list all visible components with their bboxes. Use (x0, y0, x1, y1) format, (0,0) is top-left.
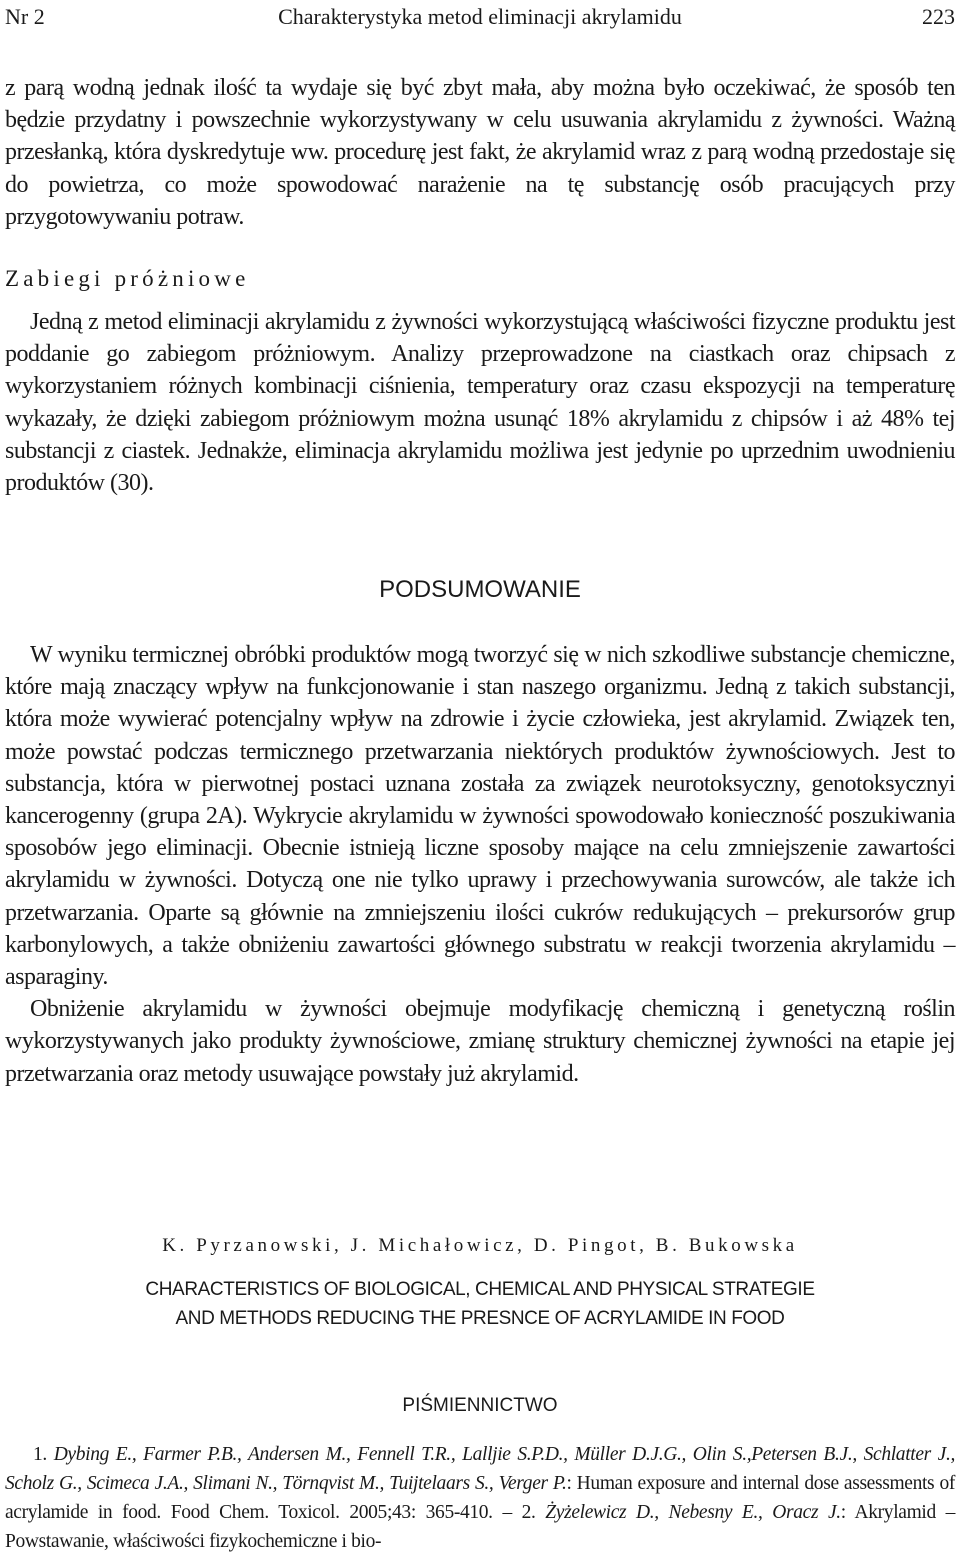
issue-number: Nr 2 (5, 4, 45, 29)
english-title (0, 1275, 960, 1333)
subsection-heading: Zabiegi próżniowe (5, 266, 250, 291)
paragraph-steam-distillation (5, 72, 955, 233)
body-paragraph: Obniżenie akrylamidu w żywności obejmuje modyfikację chemiczną i genetyczną roślin wykorzystywanych jako produkty żywnościowe, zmianę struktury chemicznej żywności na etapie jej przetwarzania oraz metody usuwające powstały już akrylamid. (5, 996, 955, 1087)
reference-authors: Żyżelewicz D., Nebesny E., Oracz J. (545, 1502, 841, 1523)
authors-line: K. Pyrzanowski, J. Michałowicz, D. Pingot, B. Bukowska (162, 1235, 798, 1256)
reference-details: : Human exposure and internal dose assessments of acrylamide in food. Food Chem. Toxicol. 2005;43: 365-410. (5, 1473, 955, 1523)
body-paragraph: Jedną z metod eliminacji akrylamidu z żywności wykorzystującą właściwości fizyczne produktu jest poddanie go zabiegom próżniowym. Analizy przeprowadzone na ciastkach oraz chipsach z wykorzystaniem różnych kombinacji ciśnienia, temperatury oraz czasu ekspozycji na temperaturę wykazały, że dzięki zabiegom próżniowym można usunąć 18% akrylamidu z chipsów i aż 48% tej substancji z ciastek. Jednakże, eliminacja akrylamidu możliwa jest jedynie po uprzednim uwodnieniu produktów (30). (5, 309, 955, 497)
body-paragraph: W wyniku termicznej obróbki produktów mogą tworzyć się w nich szkodliwe substancje chemiczne, które mają znaczący wpływ na funkcjonowanie i stan naszego organizmu. Jedną z takich substancji, która może wywierać potencjalny wpływ na zdrowie i życie człowieka, jest akrylamid. Związek ten, może powstać podczas termicznego przetwarzania niektórych produktów żywnościowych. Jest to substancja, która w pierwotnej postaci uznana została za związek neurotoksyczny, genotoksycznyi kancerogenny (grupa 2A). Wykrycie akrylamidu w żywności spowodowało konieczność poszukiwania sposobów jego eliminacji. Obecnie istnieją liczne sposoby mające na celu zmniejszenie zawartości akrylamidu w żywności. Dotyczą one nie tylko uprawy i przechowywania surowców, ale także ich przetwarzania. Oparte są głównie na zmniejszeniu ilości cukrów redukujących – prekursorów grup karbonylowych, a także obniżeniu zawartości głównego substratu w reakcji tworzenia akrylamidu – asparaginy. (5, 642, 955, 991)
english-title-line: CHARACTERISTICS OF BIOLOGICAL, CHEMICAL AND PHYSICAL STRATEGIE (145, 1279, 815, 1300)
reference-details: : Akrylamid – Powstawanie, właściwości fizykochemiczne i bio- (5, 1502, 956, 1552)
paragraph-vacuum-treatment (5, 306, 955, 499)
paragraph-summary (5, 639, 955, 1090)
reference-number: – 2. (492, 1502, 546, 1523)
reference-list (5, 1440, 955, 1556)
reference-number: 1. (33, 1444, 54, 1465)
references-heading: PIŚMIENNICTWO (402, 1395, 558, 1416)
running-title: Charakterystyka metod eliminacji akrylamidu (278, 4, 682, 29)
reference-authors: Dybing E., Farmer P.B., Andersen M., Fennell T.R., Lalljie S.P.D., Müller D.J.G., Olin S.,Petersen B.J., Schlatter J., Scholz G., Scimeca J.A., Slimani N., Törnqvist M., Tuijtelaars S., Verger P. (5, 1444, 956, 1494)
running-head (5, 2, 955, 32)
page-number: 223 (922, 4, 955, 29)
summary-heading: PODSUMOWANIE (379, 576, 581, 603)
english-title-line: AND METHODS REDUCING THE PRESNCE OF ACRYLAMIDE IN FOOD (175, 1308, 785, 1329)
body-paragraph: z parą wodną jednak ilość ta wydaje się być zbyt mała, aby można było oczekiwać, że sposób ten będzie przydatny i powszechnie wykorzystywany w celu usuwania akrylamidu z żywności. Ważną przesłanką, która dyskredytuje ww. procedurę jest fakt, że akrylamid wraz z parą wodną przedostaje się do powietrza, co może spowodować narażenie na tę substancję osób pracujących przy przygotowywaniu potraw. (5, 75, 955, 230)
